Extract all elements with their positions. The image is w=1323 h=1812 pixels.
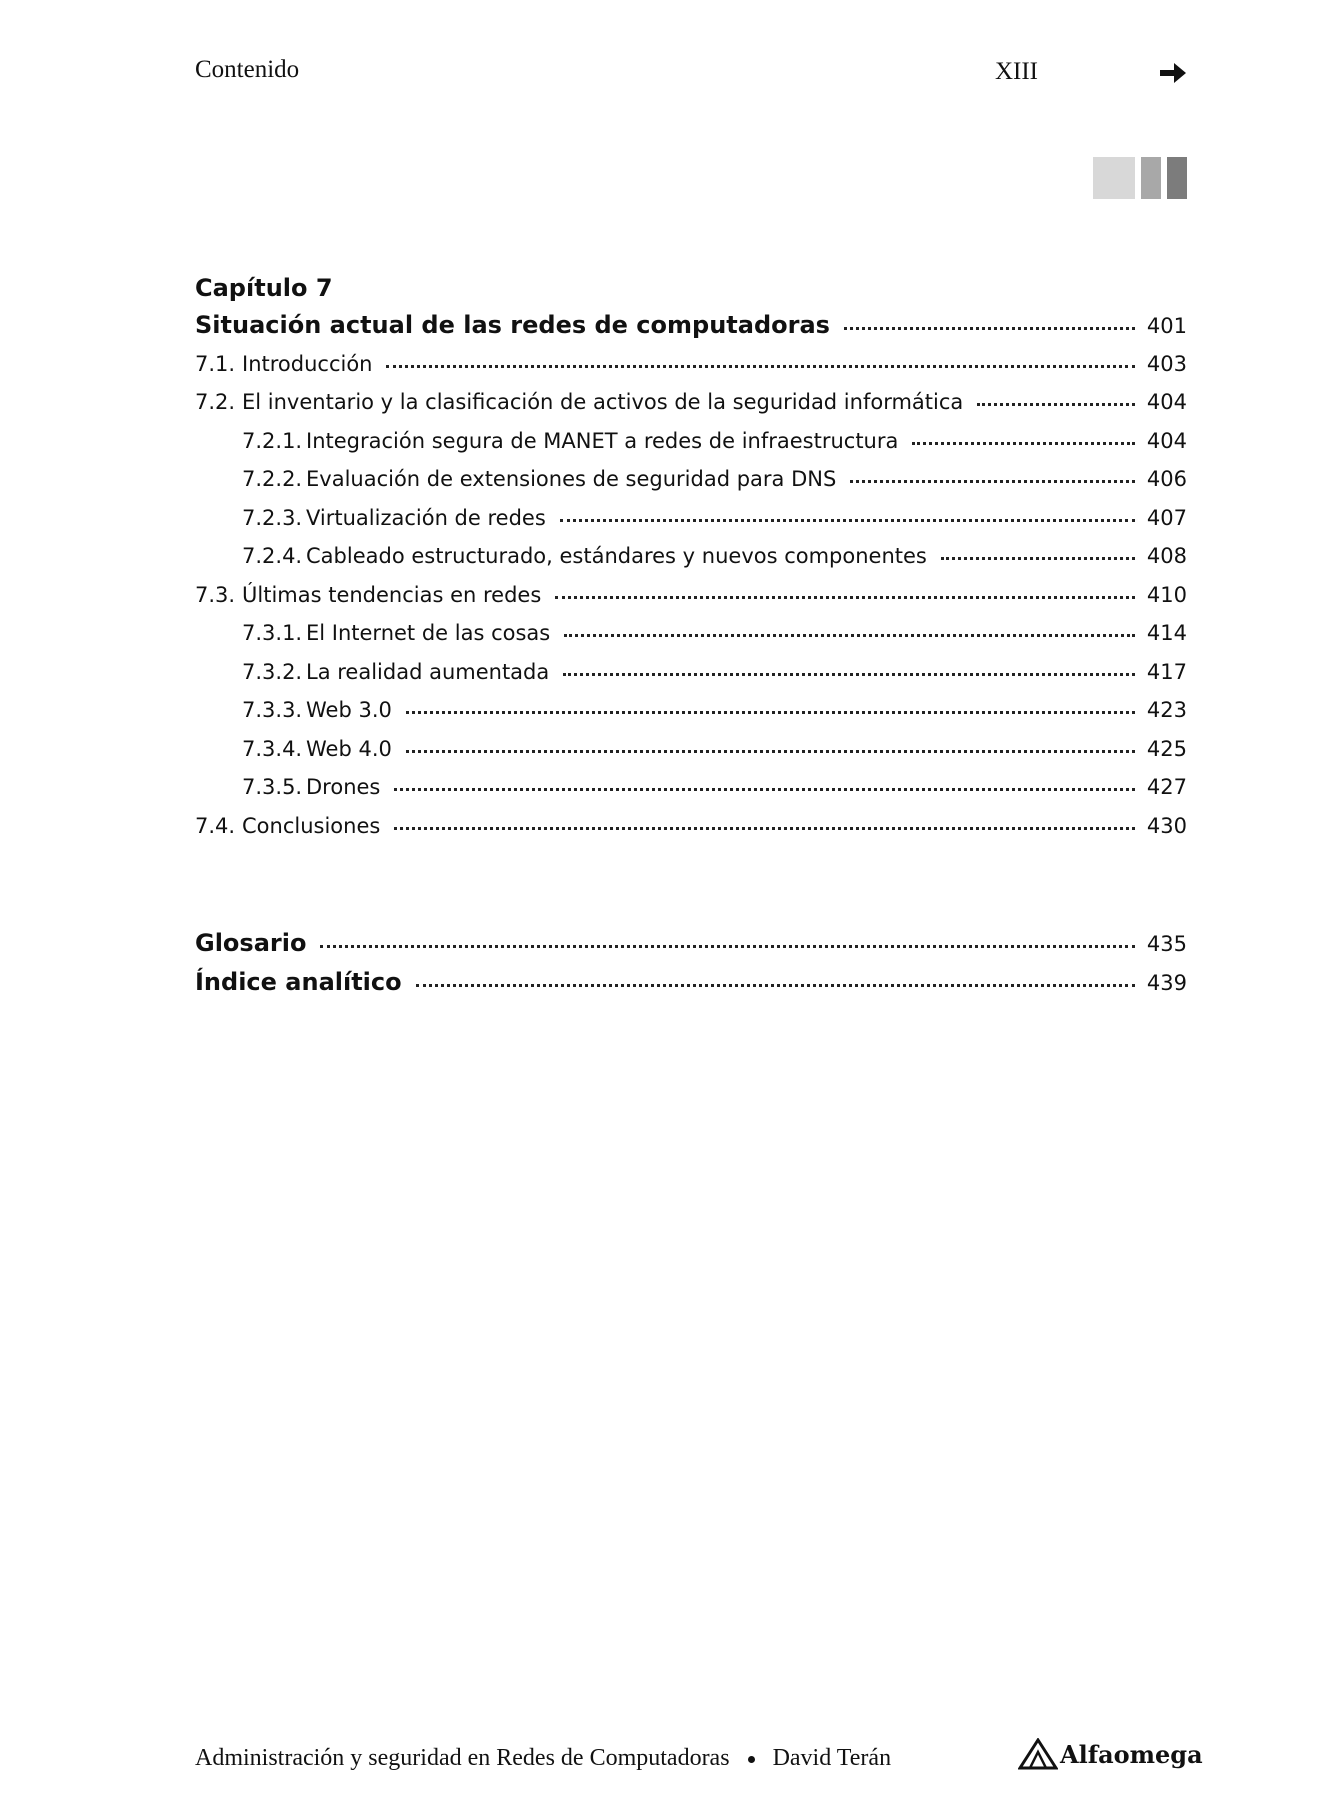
toc-entry-page: 404 xyxy=(1146,428,1187,453)
dot-leader xyxy=(912,442,1135,445)
dot-leader xyxy=(416,984,1135,987)
book-title: Administración y seguridad en Redes de Computadoras xyxy=(195,1745,730,1771)
block-mid xyxy=(1141,157,1161,199)
toc-back-matter xyxy=(195,924,1187,1001)
toc-entry-page: 403 xyxy=(1146,351,1187,376)
toc-entry[interactable] xyxy=(195,460,1187,499)
toc-entry[interactable] xyxy=(195,924,1187,963)
toc-entry-page: 430 xyxy=(1146,813,1187,838)
toc-entry-title: Conclusiones xyxy=(242,813,381,838)
dot-leader xyxy=(320,945,1134,948)
toc-entry[interactable] xyxy=(195,499,1187,538)
toc-entry-title: Evaluación de extensiones de seguridad para DNS xyxy=(306,467,837,491)
toc-entry-page: 407 xyxy=(1146,505,1187,530)
toc-entry-page: 425 xyxy=(1146,736,1187,761)
toc-entry-page: 406 xyxy=(1146,467,1187,491)
running-head: Contenido xyxy=(195,56,300,83)
toc-entry[interactable] xyxy=(195,345,1187,384)
chapter-label: Capítulo 7 xyxy=(195,274,333,302)
dot-leader xyxy=(850,480,1135,483)
toc-entry[interactable] xyxy=(195,963,1187,1002)
toc-sections xyxy=(195,345,1187,846)
dot-leader xyxy=(844,327,1135,330)
toc-entry-number: 7.3.4. xyxy=(242,736,303,761)
toc-entry[interactable] xyxy=(195,730,1187,769)
dot-leader xyxy=(386,365,1134,368)
toc-entry-page: 410 xyxy=(1146,582,1187,607)
toc-entry-number: 7.2.3. xyxy=(242,505,303,530)
toc-entry[interactable] xyxy=(195,383,1187,422)
toc-entry-title: Índice analítico xyxy=(195,967,402,996)
toc-entry[interactable] xyxy=(195,422,1187,461)
page-number: XIII xyxy=(994,58,1038,85)
dot-leader xyxy=(406,750,1135,753)
toc-entry-title: Integración segura de MANET a redes de infraestructura xyxy=(306,428,899,453)
publisher-logo xyxy=(1018,1738,1203,1770)
toc-entry[interactable] xyxy=(195,576,1187,615)
dot-leader xyxy=(394,788,1135,791)
toc-entry[interactable] xyxy=(195,691,1187,730)
toc-entry-page: 427 xyxy=(1146,775,1187,799)
toc-entry-number: 7.4. xyxy=(195,813,236,838)
toc-entry-number: 7.3.3. xyxy=(242,698,303,722)
toc-entry[interactable] xyxy=(195,768,1187,807)
toc-entry-number: 7.2.1. xyxy=(242,428,303,453)
toc-entry-title: Web 4.0 xyxy=(306,736,392,761)
toc-entry-number: 7.2.2. xyxy=(242,467,303,491)
author-name: David Terán xyxy=(772,1745,892,1771)
toc-entry-title: Introducción xyxy=(242,351,373,376)
toc-entry-title: Glosario xyxy=(195,929,307,957)
toc-entry-page: 423 xyxy=(1146,698,1187,722)
toc-entry-page: 435 xyxy=(1146,932,1187,956)
block-light xyxy=(1093,157,1135,199)
toc-entry[interactable] xyxy=(195,653,1187,692)
dot-leader xyxy=(941,557,1135,560)
toc-entry-page: 408 xyxy=(1146,544,1187,568)
toc-entry-title: El inventario y la clasificación de activos de la seguridad informática xyxy=(242,390,964,414)
publisher-name: Alfaomega xyxy=(1060,1739,1203,1769)
toc-entry-title: El Internet de las cosas xyxy=(306,621,551,645)
toc-entry-title: Virtualización de redes xyxy=(306,505,546,530)
toc-entry-number: 7.3. xyxy=(195,582,236,607)
toc-entry-page: 414 xyxy=(1146,621,1187,645)
toc-entry-title: Drones xyxy=(306,775,381,799)
toc-entry-page: 401 xyxy=(1146,314,1187,338)
toc-entry-page: 417 xyxy=(1146,659,1187,684)
toc-entry-title: Cableado estructurado, estándares y nuevos componentes xyxy=(306,544,927,568)
dot-leader xyxy=(560,519,1135,522)
toc-entry[interactable] xyxy=(195,614,1187,653)
table-of-contents xyxy=(195,270,1187,1001)
toc-entry-number: 7.2.4. xyxy=(242,544,303,568)
toc-entry-page: 404 xyxy=(1146,390,1187,414)
page-footer xyxy=(195,1745,891,1772)
arrow-right-icon xyxy=(1158,60,1188,86)
dot-leader xyxy=(564,634,1135,637)
bullet-separator xyxy=(748,1756,755,1763)
alfaomega-logo-icon xyxy=(1018,1738,1058,1770)
toc-entry-title: La realidad aumentada xyxy=(306,659,550,684)
toc-entry[interactable] xyxy=(195,807,1187,846)
toc-entry-number: 7.3.1. xyxy=(242,621,303,645)
toc-entry[interactable] xyxy=(195,537,1187,576)
block-dark xyxy=(1167,157,1187,199)
toc-entry-title: Web 3.0 xyxy=(306,698,392,722)
toc-entry-number: 7.3.5. xyxy=(242,775,303,799)
dot-leader xyxy=(555,596,1135,599)
toc-entry-title: Últimas tendencias en redes xyxy=(242,582,542,607)
toc-entry-number: 7.2. xyxy=(195,390,236,414)
toc-entry-page: 439 xyxy=(1146,970,1187,995)
toc-entry-title: Situación actual de las redes de computadoras xyxy=(195,311,830,339)
decorative-blocks xyxy=(1093,157,1187,199)
toc-entry-number: 7.3.2. xyxy=(242,659,303,684)
dot-leader xyxy=(977,403,1135,406)
toc-entry-chapter-title[interactable] xyxy=(195,306,1187,345)
toc-entry-number: 7.1. xyxy=(195,351,236,376)
dot-leader xyxy=(563,673,1135,676)
dot-leader xyxy=(394,827,1135,830)
dot-leader xyxy=(406,711,1135,714)
